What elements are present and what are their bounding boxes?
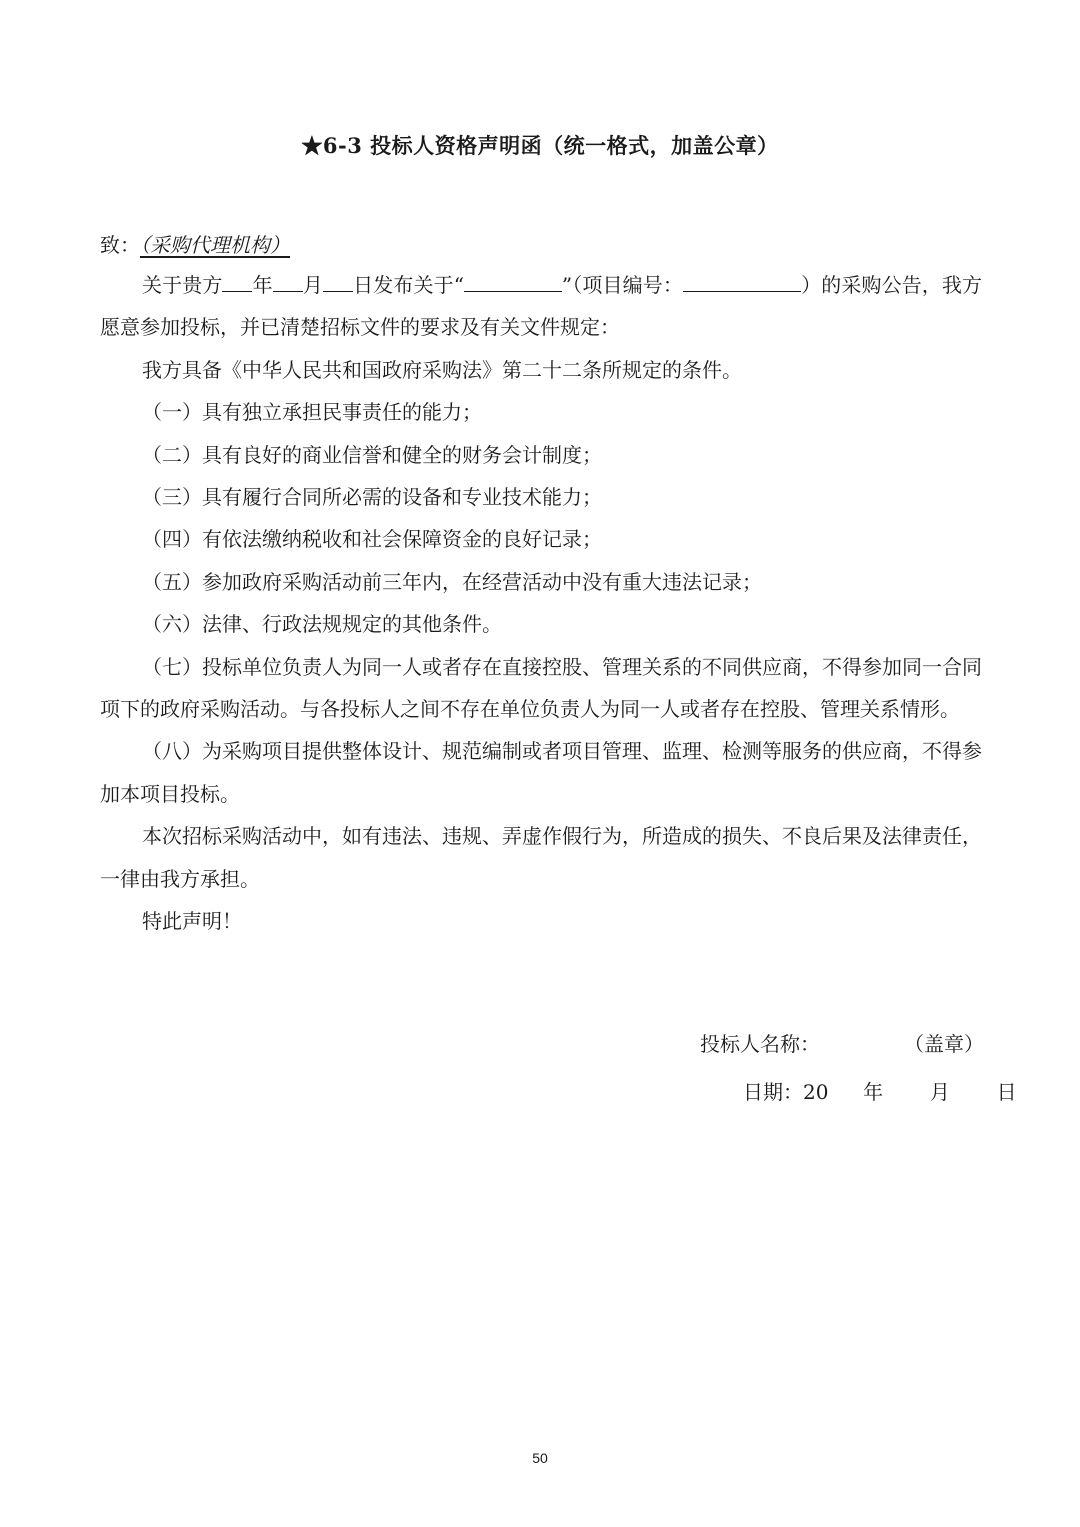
year-label: 年 <box>863 1080 884 1104</box>
addressee-label: 致： <box>100 233 140 257</box>
date-label: 日期：20 <box>743 1080 829 1104</box>
intro-text-5: ”（项目编号： <box>561 273 683 297</box>
intro-paragraph <box>100 264 982 349</box>
condition-item: （二）具有良好的商业信誉和健全的财务会计制度； <box>142 442 602 467</box>
intro-text-3: 月 <box>302 273 323 297</box>
project-number-blank <box>683 270 801 292</box>
condition-item: （三）具有履行合同所必需的设备和专业技术能力； <box>142 485 602 510</box>
condition-item: （四）有依法缴纳税收和社会保障资金的良好记录； <box>142 527 602 552</box>
page-number: 50 <box>532 1450 548 1466</box>
condition-item: （一）具有独立承担民事责任的能力； <box>142 400 482 425</box>
seal-label: （盖章） <box>904 1032 984 1056</box>
condition-item: （七）投标单位负责人为同一人或者存在直接控股、管理关系的不同供应商，不得参加同一合同项下的政府采购活动。与各投标人之间不存在单位负责人为同一人或者存在控股、管理关系情形。 <box>100 654 982 722</box>
day-blank <box>323 270 353 292</box>
year-blank <box>222 270 252 292</box>
date-line <box>743 1076 1017 1105</box>
declaration-closing: 特此声明！ <box>142 909 242 934</box>
month-label: 月 <box>929 1080 950 1104</box>
condition-item: （六）法律、行政法规规定的其他条件。 <box>142 612 502 637</box>
liability-paragraph: 本次招标采购活动中，如有违法、违规、弄虚作假行为，所造成的损失、不良后果及法律责任，一律由我方承担。 <box>100 824 982 891</box>
addressee-line <box>100 229 290 258</box>
document-body <box>100 264 982 943</box>
month-blank <box>273 270 303 292</box>
condition-item: （五）参加政府采购活动前三年内，在经营活动中没有重大违法记录； <box>142 569 762 594</box>
project-name-blank <box>464 270 562 292</box>
bidder-name-label: 投标人名称： <box>700 1032 820 1056</box>
intro-text-6: ）的采购公告，我方愿意参加投标，并已清楚招标文件的要求及有关文件规定： <box>100 273 983 340</box>
addressee-agency: （采购代理机构） <box>140 233 290 257</box>
paragraph: 我方具备《中华人民共和国政府采购法》第二十二条所规定的条件。 <box>142 357 742 382</box>
intro-text-4: 日发布关于“ <box>352 273 464 297</box>
intro-text-1: 关于贵方 <box>142 273 223 297</box>
document-title: ★6-3 投标人资格声明函（统一格式，加盖公章） <box>301 133 779 158</box>
intro-text-2: 年 <box>252 273 273 297</box>
day-label: 日 <box>996 1080 1017 1104</box>
condition-item: （八）为采购项目提供整体设计、规范编制或者项目管理、监理、检测等服务的供应商，不得参加本项目投标。 <box>100 739 982 806</box>
